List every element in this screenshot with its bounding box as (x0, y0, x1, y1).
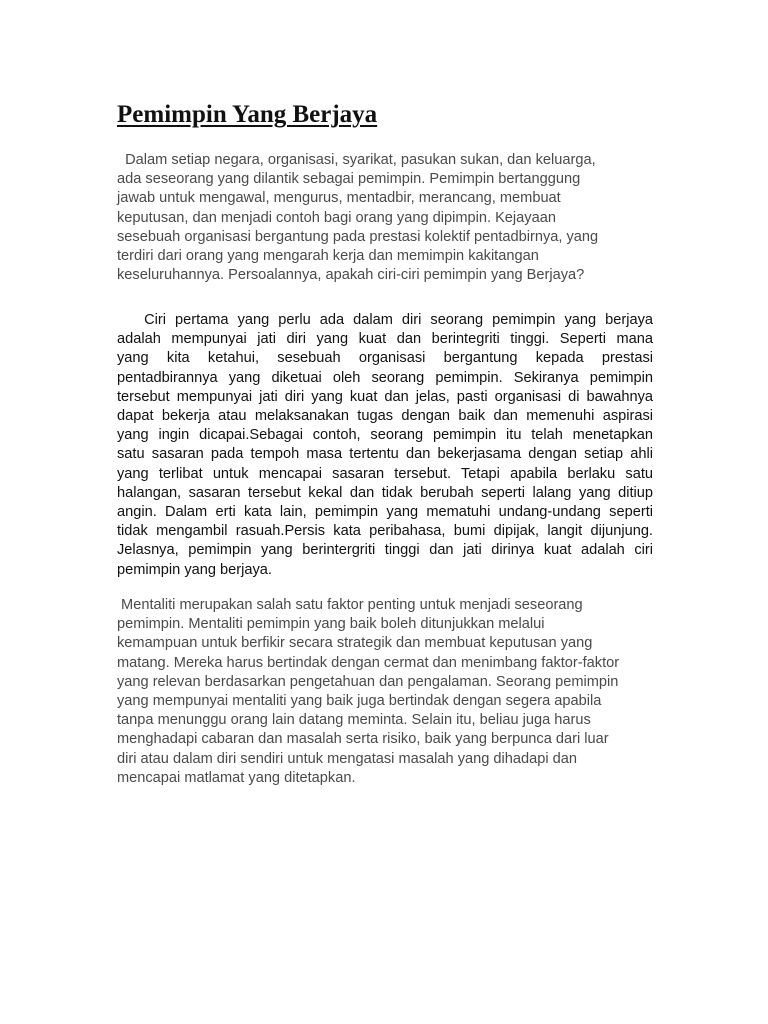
paragraph-line: matang. Mereka harus bertindak dengan cermat dan menimbang faktor-faktor (117, 654, 620, 671)
paragraph-line: yang relevan berdasarkan pengetahuan dan pengalaman. Seorang pemimpin (117, 673, 619, 690)
paragraph-line: keseluruhannya. Persoalannya, apakah ciri-ciri pemimpin yang Berjaya? (117, 267, 585, 284)
paragraph-line: diri atau dalam diri sendiri untuk mengatasi masalah yang dihadapi dan (117, 750, 577, 767)
paragraph-line: mencapai matlamat yang ditetapkan. (117, 769, 356, 786)
paragraph-line: keputusan, dan menjadi contoh bagi orang yang dipimpin. Kejayaan (117, 209, 556, 226)
paragraph-line: sesebuah organisasi bergantung pada prestasi kolektif pentadbirnya, yang (117, 228, 599, 245)
paragraph-line: yang terlibat untuk mencapai sasaran tersebut. Tetapi apabila berlaku satu (117, 465, 653, 482)
paragraph-line: Jelasnya, pemimpin yang berintergriti tinggi dan jati dirinya kuat adalah ciri (117, 542, 653, 559)
paragraph-line: adalah mempunyai jati diri yang kuat dan berintegriti tinggi. Seperti mana (117, 331, 653, 348)
paragraph-line: yang mempunyai mentaliti yang baik juga bertindak dengan segera apabila (117, 693, 602, 710)
paragraph-line: satu sasaran pada tempoh masa tertentu dan bekerjasama dengan setiap ahli (117, 446, 653, 463)
paragraph-line: jawab untuk mengawal, mengurus, mentadbir, merancang, membuat (117, 190, 561, 207)
paragraph-introduction (117, 151, 653, 285)
paragraph-line: kemampuan untuk berfikir secara strategik dan membuat keputusan yang (117, 635, 593, 652)
paragraph-line: Dalam setiap negara, organisasi, syarikat, pasukan sukan, dan keluarga, (117, 152, 596, 168)
paragraph-line: pemimpin. Mentaliti pemimpin yang baik boleh ditunjukkan melalui (117, 616, 545, 633)
paragraph-line: dapat bekerja atau melaksanakan tugas dengan baik dan memenuhi aspirasi (117, 408, 653, 425)
paragraph-line: ada seseorang yang dilantik sebagai pemimpin. Pemimpin bertanggung (117, 171, 581, 188)
paragraph-line: Ciri pertama yang perlu ada dalam diri seorang pemimpin yang berjaya (117, 312, 653, 328)
paragraph-mentality (117, 596, 653, 788)
paragraph-line: tanpa menunggu orang lain datang meminta. Selain itu, beliau juga harus (117, 712, 591, 729)
paragraph-line: terdiri dari orang yang mengarah kerja dan memimpin kakitangan (117, 248, 539, 265)
paragraph-line: menghadapi cabaran dan masalah serta risiko, baik yang berpunca dari luar (117, 731, 609, 748)
document-title: Pemimpin Yang Berjaya (117, 101, 378, 128)
paragraph-line: halangan, sasaran tersebut kekal dan tidak berubah seperti lalang yang ditiup (117, 484, 653, 501)
paragraph-line: pemimpin yang berjaya. (117, 561, 272, 578)
paragraph-line: pentadbirannya yang diketuai oleh seorang pemimpin. Sekiranya pemimpin (117, 369, 653, 386)
paragraph-line: tersebut mempunyai jati diri yang kuat dan jelas, pasti organisasi di bawahnya (117, 388, 653, 405)
paragraph-line: yang ingin dicapai.Sebagai contoh, seorang pemimpin itu telah menetapkan (117, 427, 653, 444)
paragraph-line: Mentaliti merupakan salah satu faktor penting untuk menjadi seseorang (117, 597, 583, 613)
paragraph-integrity (117, 311, 653, 580)
paragraph-line: yang kita ketahui, sesebuah organisasi bergantung kepada prestasi (117, 350, 653, 367)
paragraph-line: angin. Dalam erti kata lain, pemimpin yang mematuhi undang-undang seperti (117, 504, 653, 521)
paragraph-line: tidak mengambil rasuah.Persis kata peribahasa, bumi dipijak, langit dijunjung. (117, 523, 653, 540)
